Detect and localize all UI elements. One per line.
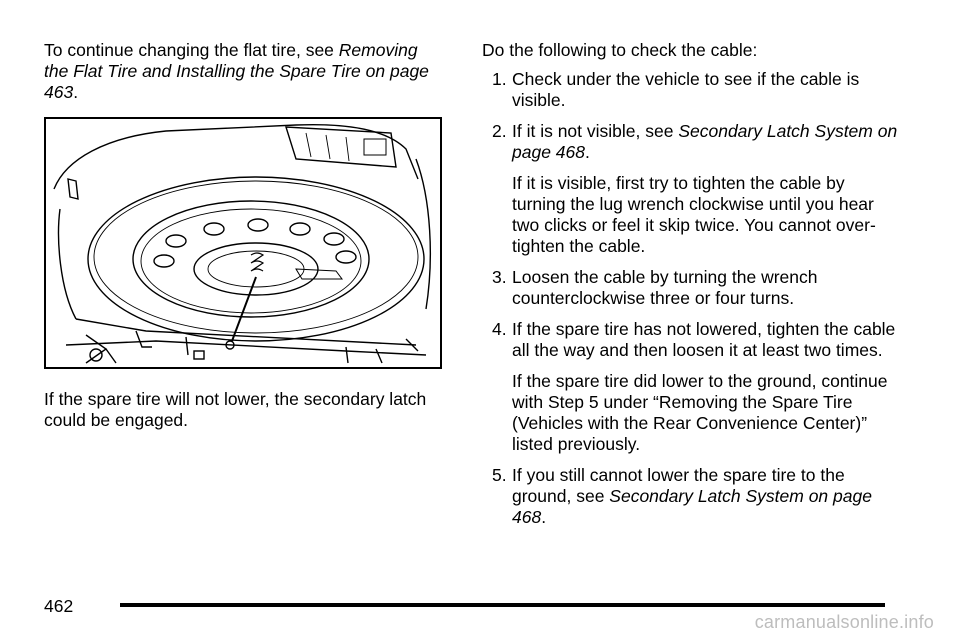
right-column [482,40,902,538]
step-end: . [541,507,547,527]
left-column [44,40,444,103]
step-number: 5. [492,465,507,485]
step-number: 2. [492,121,507,141]
step-text: Check under the vehicle to see if the cable is visible. [512,69,860,110]
step-2-detail: If it is visible, first try to tighten the cable by turning the lug wrench clockwise until you hear two clicks or feel it skip twice. You cannot over-tighten the cable. [512,173,876,256]
step-2 [482,121,902,163]
step-4-detail: If the spare tire did lower to the ground, continue with Step 5 under “Removing the Spare Tire (Vehicles with the Rear Convenience Center)” listed previously. [512,371,888,454]
intro-end: . [73,82,79,102]
page-number: 462 [44,596,74,616]
footer-divider [120,603,885,607]
step-3 [482,267,902,309]
step-text: Loosen the cable by turning the wrench counterclockwise three or four turns. [512,267,818,308]
step-end: . [585,142,590,162]
step-number: 1. [492,69,507,89]
step-link[interactable]: Secondary Latch System on page 468 [512,486,872,527]
step-1 [482,69,902,111]
watermark: carmanualsonline.info [754,612,934,632]
steps-intro: Do the following to check the cable: [482,40,758,60]
intro-link[interactable]: Removing the Flat Tire and Installing the Spare Tire on page 463 [44,40,429,102]
steps-list [482,69,902,528]
step-4 [482,319,902,361]
step-text: If you still cannot lower the spare tire to the ground, see [512,465,845,506]
after-figure-paragraph: If the spare tire will not lower, the secondary latch could be engaged. [44,389,427,430]
step-number: 4. [492,319,507,339]
step-link[interactable]: Secondary Latch System on page 468 [512,121,898,162]
step-text: If it is not visible, see [512,121,679,141]
intro-text: To continue changing the flat tire, see [44,40,339,60]
step-5 [482,465,902,528]
step-text: If the spare tire has not lowered, tighten the cable all the way and then loosen it at least two times. [512,319,896,360]
intro-paragraph [44,40,444,103]
step-number: 3. [492,267,507,287]
spare-tire-illustration [44,117,442,369]
